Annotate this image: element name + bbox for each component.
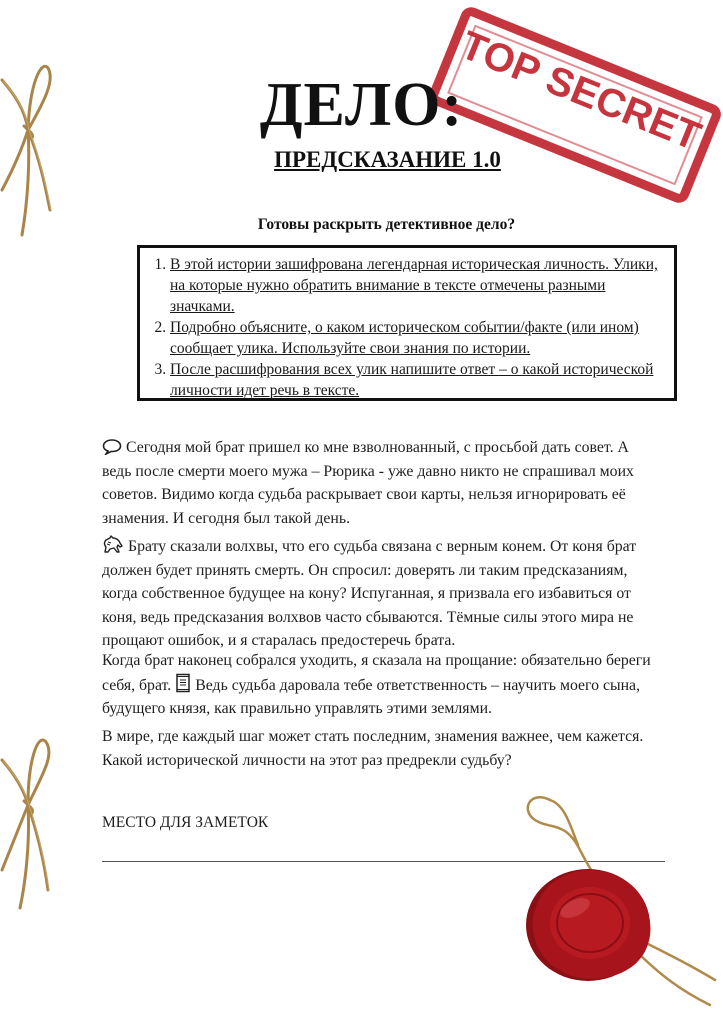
page-subtitle: ПРЕДСКАЗАНИЕ 1.0 <box>274 147 501 172</box>
task-item: 3. После расшифрования всех улик напишите ответ – о какой исторической личности идет речь в тексте. <box>170 359 662 401</box>
story-text: Брату сказали волхвы, что его судьба связана с верным конем. От коня брат должен будет принять смерть. Он спросил: доверять ли таким предсказаниям, когда собственное будущее на кону? Испуганная, я призвала его избавиться от коня, ведь предсказания волхвов часто сбываются. Тёмные силы этого мира не прощают ошибок, и я старалась предостеречь брата. <box>102 538 637 649</box>
task-item: 2. Подробно объясните, о каком историческом событии/факте (или ином) сообщает улика. Используйте свои знания по истории. <box>170 317 662 359</box>
lead-question: Готовы раскрыть детективное дело? <box>257 216 516 233</box>
story-paragraph-2 <box>102 535 662 653</box>
story-text: Когда брат наконец собрался уходить, я сказала на прощание: обязательно береги себя, брат. <box>102 652 651 694</box>
task-instructions-box <box>137 245 677 401</box>
horse-icon <box>102 535 124 554</box>
task-item: 1. В этой истории зашифрована легендарная историческая личность. Улики, на которые нужно обратить внимание в тексте отмечены разными значками. <box>170 254 662 317</box>
story-text: Сегодня мой брат пришел ко мне взволнованный, с просьбой дать совет. А ведь после смерти моего мужа – Рюрика - уже давно никто не спрашивал моих советов. Видимо когда судьба раскрывает свои карты, нельзя игнорировать её знамения. И сегодня был такой день. <box>102 439 634 527</box>
twine-bow-bottom-left <box>0 730 60 910</box>
wax-seal <box>520 790 723 1024</box>
page-title: ДЕЛО: <box>259 71 464 139</box>
story-text: Ведь судьба даровала тебе ответственность – научить моего сына, будущего князя, как правильно управлять этими землями. <box>102 676 641 717</box>
story-paragraph-1 <box>102 436 662 530</box>
svg-text:TOP SECRET: TOP SECRET <box>454 23 707 160</box>
speech-bubble-icon <box>102 438 122 455</box>
task-list <box>140 248 674 401</box>
scroll-icon <box>175 673 191 693</box>
story-paragraph-4: В мире, где каждый шаг может стать последним, знамения важнее, чем кажется. Какой исторической личности на этот раз предрекли судьбу? <box>102 728 644 769</box>
notes-label: МЕСТО ДЛЯ ЗАМЕТОК <box>102 814 269 831</box>
story-paragraph-3 <box>102 649 662 721</box>
